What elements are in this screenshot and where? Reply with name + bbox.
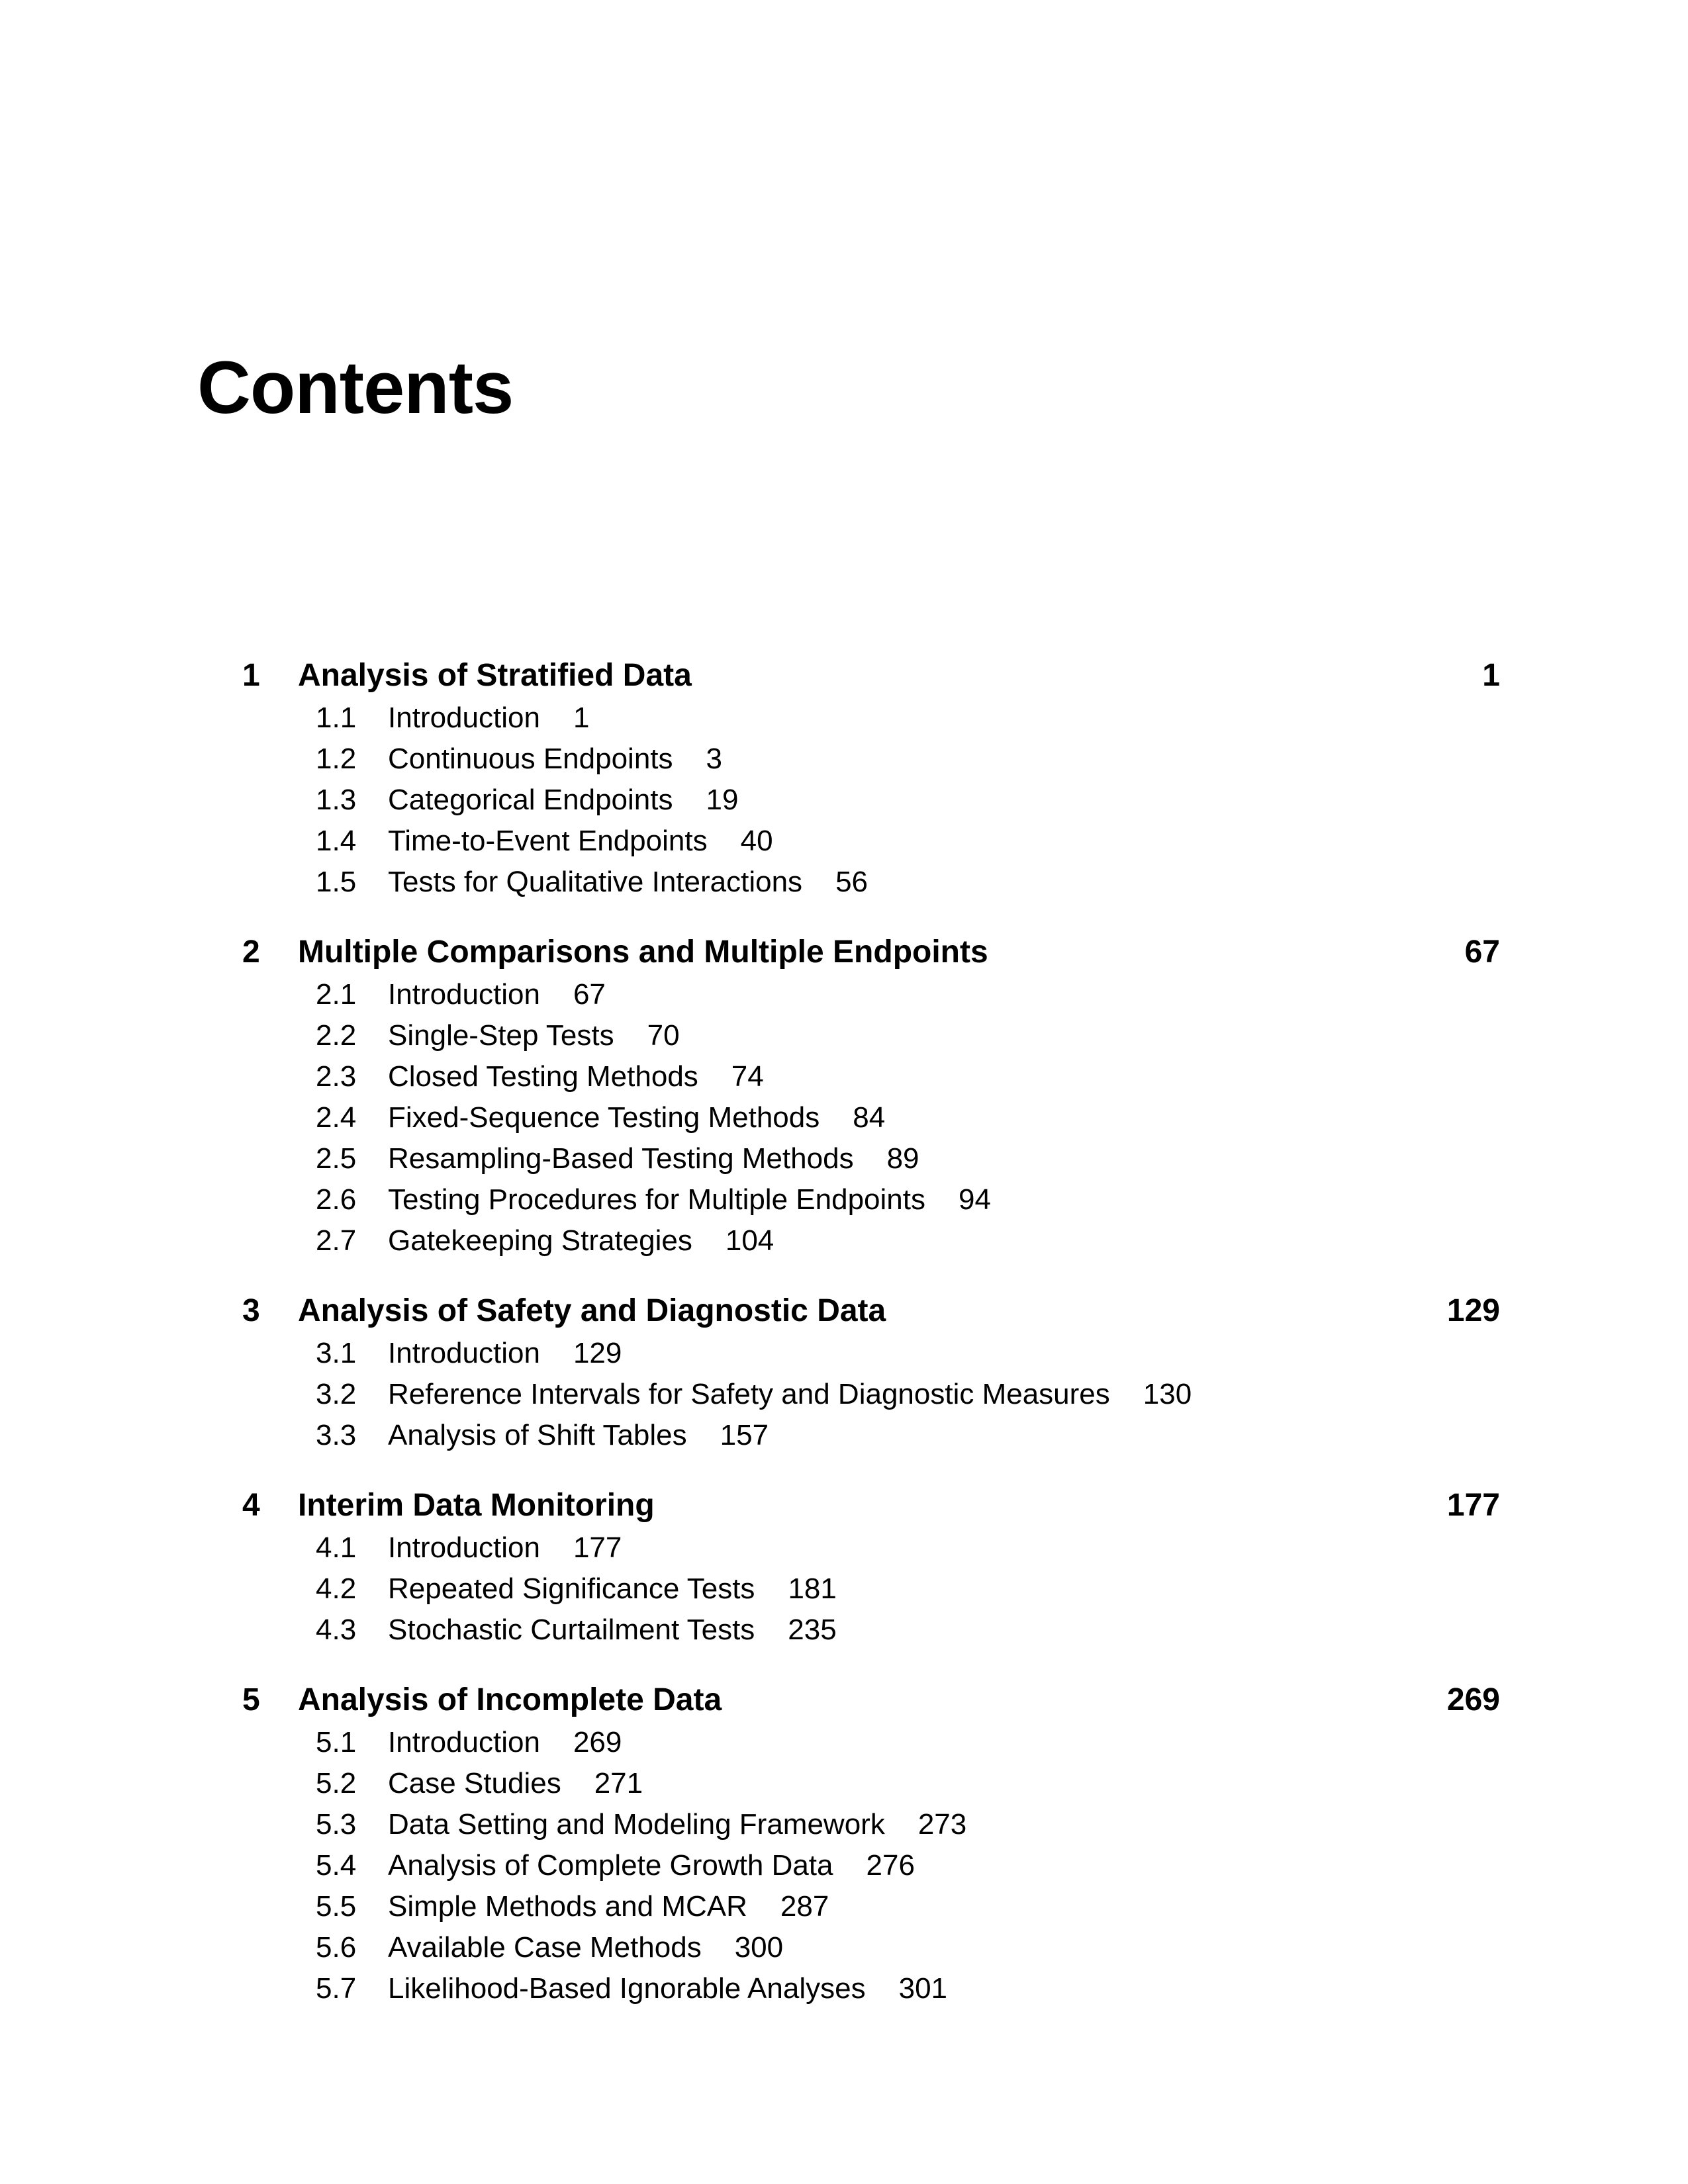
toc-section-entry[interactable] — [242, 1722, 1500, 1763]
toc-section-entry[interactable] — [242, 1056, 1500, 1097]
section-page-number: 19 — [706, 784, 739, 816]
chapter-page-number: 1 — [1482, 658, 1500, 693]
toc-chapter — [242, 931, 1500, 1261]
section-title: Simple Methods and MCAR — [388, 1890, 747, 1923]
section-number: 5.6 — [316, 1931, 357, 1964]
toc-section-entry[interactable] — [242, 1415, 1500, 1456]
section-title: Introduction — [388, 1531, 540, 1564]
section-number: 1.1 — [316, 702, 357, 734]
toc-section-entry[interactable] — [242, 1015, 1500, 1056]
toc-section-entry[interactable] — [242, 862, 1500, 903]
section-title: Categorical Endpoints — [388, 784, 673, 816]
section-number: 1.5 — [316, 866, 357, 898]
section-number: 2.5 — [316, 1142, 357, 1175]
toc-section-entry[interactable] — [242, 1886, 1500, 1927]
section-page-number: 129 — [573, 1337, 622, 1369]
toc-section-entry[interactable] — [242, 1569, 1500, 1610]
section-title: Analysis of Shift Tables — [388, 1419, 687, 1451]
chapter-number: 5 — [242, 1682, 260, 1717]
toc-section-entry[interactable] — [242, 739, 1500, 780]
toc-chapter-heading[interactable] — [242, 931, 1500, 974]
section-number: 1.4 — [316, 825, 357, 857]
chapter-title: Analysis of Incomplete Data — [298, 1682, 722, 1717]
chapter-number: 2 — [242, 934, 260, 970]
section-page-number: 301 — [898, 1972, 948, 2005]
toc-chapter — [242, 1678, 1500, 2009]
section-title: Closed Testing Methods — [388, 1060, 698, 1093]
toc-section-entry[interactable] — [242, 1333, 1500, 1374]
section-page-number: 3 — [706, 743, 723, 775]
section-number: 2.6 — [316, 1183, 357, 1216]
table-of-contents — [242, 654, 1500, 2037]
section-page-number: 56 — [835, 866, 868, 898]
section-page-number: 1 — [573, 702, 590, 734]
toc-section-entry[interactable] — [242, 1220, 1500, 1261]
toc-section-entry[interactable] — [242, 1610, 1500, 1651]
chapter-title: Interim Data Monitoring — [298, 1488, 655, 1523]
section-page-number: 273 — [917, 1808, 967, 1841]
section-page-number: 177 — [573, 1531, 622, 1564]
section-title: Stochastic Curtailment Tests — [388, 1614, 755, 1646]
section-title: Repeated Significance Tests — [388, 1572, 755, 1605]
section-page-number: 89 — [886, 1142, 919, 1175]
section-page-number: 271 — [594, 1767, 643, 1799]
toc-chapter-heading[interactable] — [242, 1484, 1500, 1527]
section-title: Testing Procedures for Multiple Endpoints — [388, 1183, 925, 1216]
section-number: 2.3 — [316, 1060, 357, 1093]
toc-chapter-heading[interactable] — [242, 1289, 1500, 1333]
toc-section-entry[interactable] — [242, 1804, 1500, 1845]
toc-section-entry[interactable] — [242, 780, 1500, 821]
section-number: 5.2 — [316, 1767, 357, 1799]
toc-chapter — [242, 1484, 1500, 1651]
section-title: Introduction — [388, 1726, 540, 1758]
section-page-number: 181 — [788, 1572, 837, 1605]
chapter-number: 3 — [242, 1293, 260, 1328]
section-page-number: 130 — [1143, 1378, 1192, 1410]
section-number: 4.1 — [316, 1531, 357, 1564]
section-number: 2.2 — [316, 1019, 357, 1052]
section-title: Single-Step Tests — [388, 1019, 614, 1052]
page-title: Contents — [197, 346, 514, 429]
section-title: Introduction — [388, 1337, 540, 1369]
section-title: Case Studies — [388, 1767, 561, 1799]
toc-section-entry[interactable] — [242, 974, 1500, 1015]
section-page-number: 276 — [866, 1849, 915, 1882]
section-page-number: 74 — [731, 1060, 764, 1093]
chapter-number: 4 — [242, 1488, 260, 1523]
toc-section-entry[interactable] — [242, 1179, 1500, 1220]
chapter-title: Analysis of Safety and Diagnostic Data — [298, 1293, 886, 1328]
section-number: 2.4 — [316, 1101, 357, 1134]
section-title: Fixed-Sequence Testing Methods — [388, 1101, 820, 1134]
section-page-number: 70 — [647, 1019, 680, 1052]
section-title: Analysis of Complete Growth Data — [388, 1849, 833, 1882]
toc-section-entry[interactable] — [242, 1374, 1500, 1415]
section-number: 3.3 — [316, 1419, 357, 1451]
section-title: Likelihood-Based Ignorable Analyses — [388, 1972, 866, 2005]
toc-chapter-heading[interactable] — [242, 654, 1500, 698]
section-number: 5.7 — [316, 1972, 357, 2005]
toc-section-entry[interactable] — [242, 1097, 1500, 1138]
section-number: 2.1 — [316, 978, 357, 1011]
toc-section-entry[interactable] — [242, 1927, 1500, 1968]
toc-section-entry[interactable] — [242, 698, 1500, 739]
toc-chapter-heading[interactable] — [242, 1678, 1500, 1722]
section-title: Tests for Qualitative Interactions — [388, 866, 803, 898]
chapter-page-number: 269 — [1446, 1682, 1500, 1717]
chapter-page-number: 129 — [1446, 1293, 1500, 1328]
section-number: 2.7 — [316, 1224, 357, 1257]
chapter-page-number: 177 — [1446, 1488, 1500, 1523]
section-title: Gatekeeping Strategies — [388, 1224, 692, 1257]
section-title: Introduction — [388, 978, 540, 1011]
section-number: 5.1 — [316, 1726, 357, 1758]
section-number: 4.2 — [316, 1572, 357, 1605]
chapter-number: 1 — [242, 658, 260, 693]
toc-section-entry[interactable] — [242, 821, 1500, 862]
chapter-title: Analysis of Stratified Data — [298, 658, 692, 693]
section-page-number: 157 — [720, 1419, 769, 1451]
chapter-page-number: 67 — [1464, 934, 1500, 970]
section-title: Introduction — [388, 702, 540, 734]
chapter-title: Multiple Comparisons and Multiple Endpoints — [298, 934, 988, 970]
section-number: 5.3 — [316, 1808, 357, 1841]
section-page-number: 287 — [780, 1890, 829, 1923]
section-number: 1.2 — [316, 743, 357, 775]
section-page-number: 84 — [853, 1101, 886, 1134]
toc-chapter — [242, 1289, 1500, 1456]
section-page-number: 300 — [734, 1931, 784, 1964]
section-number: 3.1 — [316, 1337, 357, 1369]
section-title: Time-to-Event Endpoints — [388, 825, 708, 857]
section-number: 3.2 — [316, 1378, 357, 1410]
section-title: Available Case Methods — [388, 1931, 702, 1964]
section-number: 4.3 — [316, 1614, 357, 1646]
section-title: Data Setting and Modeling Framework — [388, 1808, 885, 1841]
toc-section-entry[interactable] — [242, 1845, 1500, 1886]
section-page-number: 104 — [725, 1224, 774, 1257]
section-page-number: 235 — [788, 1614, 837, 1646]
section-title: Continuous Endpoints — [388, 743, 673, 775]
toc-section-entry[interactable] — [242, 1763, 1500, 1804]
toc-section-entry[interactable] — [242, 1138, 1500, 1179]
section-title: Resampling-Based Testing Methods — [388, 1142, 854, 1175]
section-page-number: 67 — [573, 978, 606, 1011]
section-number: 5.4 — [316, 1849, 357, 1882]
toc-section-entry[interactable] — [242, 1527, 1500, 1569]
section-page-number: 269 — [573, 1726, 622, 1758]
section-title: Reference Intervals for Safety and Diagnostic Measures — [388, 1378, 1110, 1410]
section-number: 5.5 — [316, 1890, 357, 1923]
section-page-number: 94 — [958, 1183, 991, 1216]
toc-section-entry[interactable] — [242, 1968, 1500, 2009]
toc-chapter — [242, 654, 1500, 903]
section-number: 1.3 — [316, 784, 357, 816]
section-page-number: 40 — [740, 825, 773, 857]
